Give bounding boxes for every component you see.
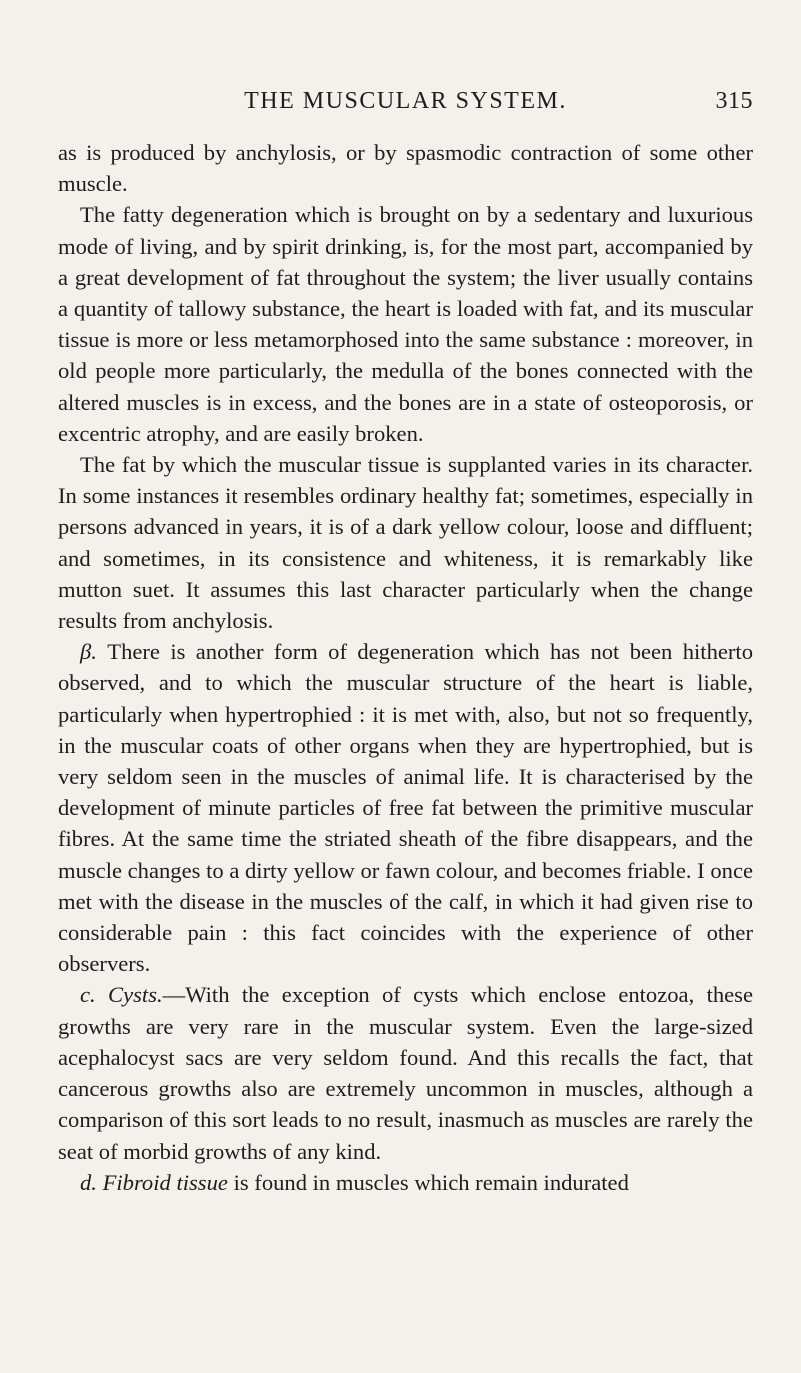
paragraph-fat-character [58,449,753,636]
paragraph-fatty-degeneration [58,199,753,449]
paragraph-text: —With the exception of cysts which enclose entozoa, these growths are very rare in the muscular system. Even the large-sized acephalocyst sacs are very seldom found. And this recalls the fact, that cancerous growths also are extremely uncommon in muscles, although a comparison of this sort leads to no result, inasmuch as muscles are rarely the seat of morbid growths of any kind. [58,982,754,1164]
paragraph-beta-degeneration [58,636,753,979]
paragraph-text: The fatty degeneration which is brought on by a sedentary and luxurious mode of living, and by spirit drinking, is, for the most part, accompanied by a great development of fat throughout the system; the liver usually contains a quantity of tallowy substance, the heart is loaded with fat, and its muscular tissue is more or less metamorphosed into the same substance : moreover, in old people more particularly, the medulla of the bones connected with the altered muscles is in excess, and the bones are in a state of osteoporosis, or excentric atrophy, and are easily broken. [58,202,753,446]
paragraph-text: is found in muscles which remain indurated [233,1169,629,1195]
section-label-cysts: c. Cysts. [80,982,163,1008]
paragraph-cysts [58,979,753,1166]
body-text [58,137,753,1198]
paragraph-fibroid-tissue [58,1167,753,1198]
paragraph-text: There is another form of degeneration which has not been hitherto observed, and to which the muscular structure of the heart is liable, particularly when hypertrophied : it is met with, also, but not so frequently, in the muscular coats of other organs when they are hypertrophied, but is very seldom seen in the muscles of animal life. It is characterised by the development of minute particles of free fat between the primitive muscular fibres. At the same time the striated sheath of the fibre disappears, and the muscle changes to a dirty yellow or fawn colour, and becomes friable. I once met with the disease in the muscles of the calf, in which it had given rise to considerable pain : this fact coincides with the experience of other observers. [58,639,753,977]
section-label-fibroid: d. Fibroid tissue [80,1169,228,1195]
section-label-beta: β. [80,639,97,665]
running-head-title: THE MUSCULAR SYSTEM. [244,88,567,114]
paragraph-text: as is produced by anchylosis, or by spasmodic contraction of some other muscle. [58,140,753,197]
running-head [58,88,753,115]
paragraph-text: The fat by which the muscular tissue is supplanted varies in its character. In some instances it resembles ordinary healthy fat; sometimes, especially in persons advanced in years, it is of a dark yellow colour, loose and diffluent; and sometimes, in its consistence and whiteness, it is remarkably like mutton suet. It assumes this last character particularly when the change results from anchylosis. [58,452,753,634]
paragraph-continuation [58,137,753,199]
page-number: 315 [715,88,753,114]
